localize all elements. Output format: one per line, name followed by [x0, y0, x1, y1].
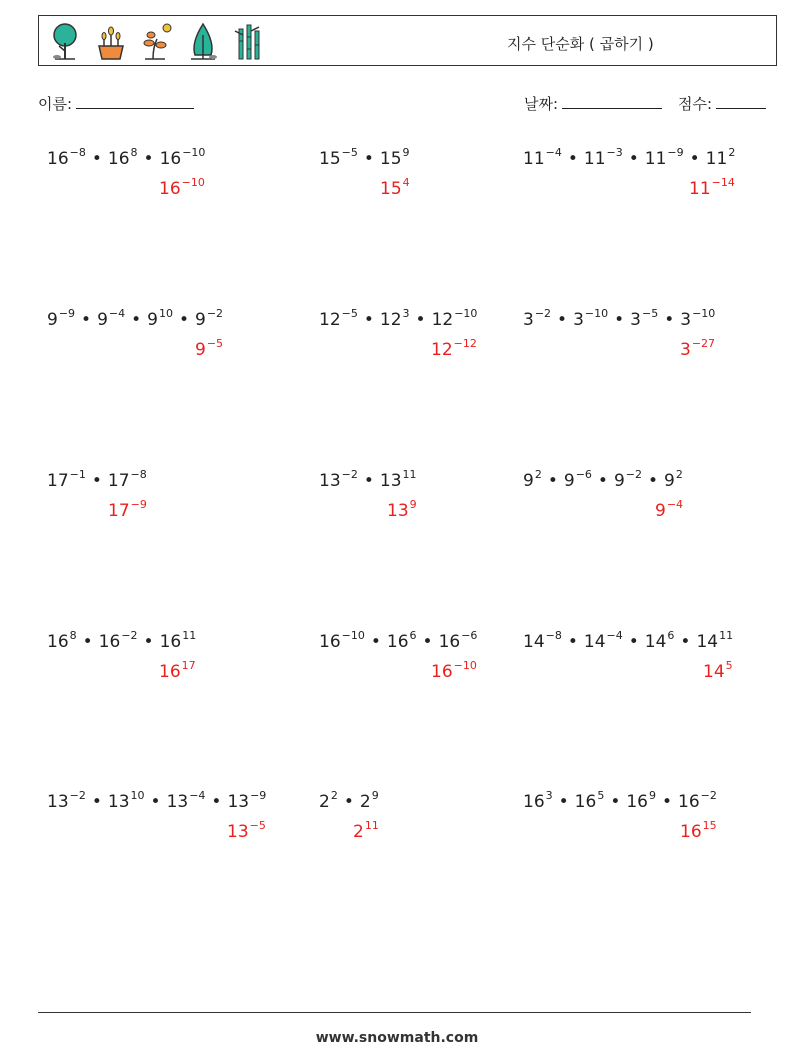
power-term: [159, 146, 206, 169]
exponent: 8: [130, 146, 138, 159]
multiply-dot: •: [363, 148, 374, 169]
power-term: [583, 146, 623, 169]
base: 16: [523, 791, 545, 812]
name-line[interactable]: [76, 93, 194, 109]
exponent: 5: [725, 659, 733, 672]
multiply-dot: •: [661, 791, 673, 812]
base: 16: [107, 148, 130, 169]
power-term: [379, 468, 417, 491]
exponent: 8: [69, 629, 77, 642]
answer-value: [108, 499, 147, 521]
exponent: 10: [130, 789, 145, 802]
multiply-dot: •: [363, 470, 374, 491]
exponent: −8: [545, 629, 562, 642]
date-field: [524, 93, 662, 114]
multiply-dot: •: [558, 791, 569, 812]
exponent: −10: [181, 176, 205, 189]
multiply-dot: •: [81, 309, 92, 330]
exponent: −3: [606, 146, 623, 159]
exponent: 9: [409, 498, 417, 511]
problem-expression: [319, 147, 410, 169]
base: 16: [438, 631, 461, 652]
exponent: −4: [545, 146, 562, 159]
date-label: 날짜:: [524, 95, 559, 113]
multiply-dot: •: [680, 631, 691, 652]
multiply-dot: •: [143, 148, 154, 169]
base: 16: [47, 631, 69, 652]
power-term: [47, 468, 86, 491]
power-term: [195, 307, 224, 330]
problem-expression: [47, 790, 266, 812]
power-term: [613, 468, 642, 491]
base: 14: [523, 631, 545, 652]
power-term: [626, 789, 656, 812]
exponent: 3: [545, 789, 553, 802]
problem-expression: [523, 790, 717, 812]
power-term: [107, 468, 147, 491]
power-term: [431, 659, 477, 682]
score-label: 점수:: [678, 95, 713, 113]
base: 12: [431, 339, 453, 360]
base: 14: [696, 631, 719, 652]
exponent: −2: [700, 789, 717, 802]
exponent: 2: [728, 146, 736, 159]
power-term: [380, 176, 410, 199]
exponent: −2: [121, 629, 138, 642]
power-term: [107, 146, 138, 169]
exponent: −5: [206, 337, 224, 350]
flower-sun-icon: [139, 21, 175, 61]
power-term: [678, 789, 717, 812]
exponent: −5: [341, 146, 358, 159]
answer-value: [195, 338, 223, 360]
exponent: 11: [402, 468, 417, 481]
base: 9: [613, 470, 625, 491]
power-term: [696, 629, 734, 652]
multiply-dot: •: [343, 791, 354, 812]
power-term: [644, 629, 675, 652]
exponent: −4: [606, 629, 623, 642]
power-term: [523, 468, 542, 491]
exponent: −5: [249, 819, 266, 832]
multiply-dot: •: [211, 791, 222, 812]
exponent: 11: [364, 819, 379, 832]
power-term: [574, 789, 605, 812]
tree-icon: [47, 21, 83, 61]
base: 9: [147, 309, 158, 330]
exponent: 5: [597, 789, 605, 802]
multiply-dot: •: [131, 309, 142, 330]
exponent: −10: [453, 659, 477, 672]
exponent: −2: [625, 468, 642, 481]
base: 13: [227, 791, 250, 812]
base: 16: [159, 631, 182, 652]
power-term: [47, 307, 76, 330]
exponent: 10: [158, 307, 173, 320]
multiply-dot: •: [547, 470, 558, 491]
base: 16: [626, 791, 648, 812]
exponent: 11: [719, 629, 734, 642]
multiply-dot: •: [370, 631, 381, 652]
base: 15: [380, 178, 402, 199]
base: 9: [195, 309, 206, 330]
power-term: [689, 176, 735, 199]
base: 9: [655, 500, 666, 521]
base: 11: [644, 148, 667, 169]
problem-expression: [523, 308, 715, 330]
exponent: 3: [402, 307, 410, 320]
base: 16: [678, 791, 700, 812]
base: 11: [689, 178, 711, 199]
power-term: [680, 307, 716, 330]
multiply-dot: •: [689, 148, 700, 169]
multiply-dot: •: [178, 309, 190, 330]
exponent: −14: [711, 176, 735, 189]
score-line[interactable]: [716, 93, 766, 109]
power-term: [159, 176, 205, 199]
answer-value: [227, 820, 266, 842]
power-term: [319, 789, 338, 812]
power-term: [47, 629, 77, 652]
base: 2: [359, 791, 371, 812]
power-term: [431, 337, 477, 360]
power-term: [523, 629, 562, 652]
base: 14: [703, 661, 725, 682]
multiply-dot: •: [415, 309, 426, 330]
power-term: [195, 337, 224, 360]
base: 11: [705, 148, 728, 169]
bamboo-icon: [231, 21, 267, 61]
power-term: [583, 629, 623, 652]
base: 2: [319, 791, 330, 812]
exponent: −10: [692, 307, 716, 320]
base: 12: [319, 309, 341, 330]
exponent: 17: [181, 659, 196, 672]
base: 11: [523, 148, 545, 169]
power-term: [47, 146, 86, 169]
base: 16: [431, 661, 453, 682]
multiply-dot: •: [664, 309, 675, 330]
multiply-dot: •: [422, 631, 433, 652]
exponent: −6: [575, 468, 592, 481]
power-term: [573, 307, 609, 330]
exponent: 9: [648, 789, 656, 802]
exponent: 4: [402, 176, 410, 189]
multiply-dot: •: [647, 470, 659, 491]
problem-expression: [523, 630, 733, 652]
power-term: [431, 307, 478, 330]
base: 12: [379, 309, 402, 330]
power-term: [159, 659, 196, 682]
power-term: [664, 468, 683, 491]
multiply-dot: •: [614, 309, 625, 330]
power-term: [159, 629, 197, 652]
pine-tree-icon: [185, 21, 221, 61]
multiply-dot: •: [567, 148, 578, 169]
multiply-dot: •: [143, 631, 154, 652]
power-term: [387, 498, 417, 521]
exponent: −2: [341, 468, 358, 481]
base: 2: [353, 821, 364, 842]
power-term: [47, 789, 86, 812]
base: 14: [583, 631, 606, 652]
power-term: [379, 307, 410, 330]
exponent: −4: [108, 307, 126, 320]
power-term: [147, 307, 173, 330]
multiply-dot: •: [628, 631, 639, 652]
exponent: −9: [667, 146, 684, 159]
exponent: −2: [206, 307, 224, 320]
exponent: −27: [691, 337, 716, 350]
base: 13: [107, 791, 130, 812]
base: 3: [573, 309, 584, 330]
multiply-dot: •: [557, 309, 568, 330]
base: 16: [159, 178, 181, 199]
power-term: [379, 146, 410, 169]
power-term: [319, 468, 358, 491]
power-term: [523, 307, 552, 330]
date-line[interactable]: [562, 93, 662, 109]
worksheet-header: [38, 15, 777, 66]
multiply-dot: •: [363, 309, 374, 330]
base: 13: [47, 791, 69, 812]
base: 15: [379, 148, 402, 169]
multiply-dot: •: [567, 631, 578, 652]
exponent: −6: [461, 629, 478, 642]
base: 12: [431, 309, 454, 330]
base: 3: [680, 339, 691, 360]
power-term: [705, 146, 736, 169]
base: 17: [107, 470, 130, 491]
base: 11: [583, 148, 606, 169]
power-term: [680, 337, 716, 360]
base: 16: [574, 791, 597, 812]
problem-expression: [47, 147, 205, 169]
base: 3: [630, 309, 641, 330]
exponent: 2: [534, 468, 542, 481]
answer-value: [703, 660, 733, 682]
power-term: [523, 789, 553, 812]
exponent: 9: [371, 789, 379, 802]
base: 9: [563, 470, 575, 491]
problem-expression: [523, 469, 683, 491]
power-term: [108, 498, 147, 521]
exponent: −2: [534, 307, 552, 320]
answer-value: [655, 499, 683, 521]
exponent: −5: [641, 307, 659, 320]
base: 16: [98, 631, 121, 652]
problem-expression: [47, 469, 147, 491]
power-term: [319, 146, 358, 169]
multiply-dot: •: [91, 791, 102, 812]
answer-value: [680, 338, 715, 360]
power-term: [107, 789, 145, 812]
exponent: 9: [402, 146, 410, 159]
power-term: [563, 468, 592, 491]
multiply-dot: •: [91, 470, 102, 491]
multiply-dot: •: [91, 148, 102, 169]
answer-value: [431, 660, 477, 682]
base: 13: [319, 470, 341, 491]
exponent: −10: [341, 629, 365, 642]
power-term: [319, 307, 358, 330]
power-term: [97, 307, 126, 330]
multiply-dot: •: [610, 791, 621, 812]
exponent: −10: [584, 307, 609, 320]
exponent: −2: [69, 789, 86, 802]
power-term: [680, 819, 717, 842]
exponent: −9: [58, 307, 76, 320]
power-term: [386, 629, 417, 652]
power-term: [703, 659, 733, 682]
problem-expression: [523, 147, 735, 169]
power-term: [227, 819, 266, 842]
exponent: −9: [130, 498, 147, 511]
problem-expression: [319, 469, 417, 491]
answer-value: [380, 177, 410, 199]
footer-url: www.snowmath.com: [315, 1030, 479, 1046]
base: 16: [47, 148, 69, 169]
answer-value: [680, 820, 717, 842]
multiply-dot: •: [150, 791, 161, 812]
power-term: [166, 789, 206, 812]
power-term: [319, 629, 365, 652]
multiply-dot: •: [597, 470, 608, 491]
exponent: −12: [453, 337, 477, 350]
answer-value: [387, 499, 417, 521]
power-term: [359, 789, 379, 812]
base: 9: [523, 470, 534, 491]
base: 9: [47, 309, 58, 330]
power-term: [644, 146, 684, 169]
footer-divider: [38, 1012, 751, 1013]
base: 17: [108, 500, 130, 521]
exponent: −4: [189, 789, 206, 802]
worksheet-title: 지수 단순화 ( 곱하기 ): [507, 35, 654, 53]
problem-expression: [47, 630, 196, 652]
problem-expression: [319, 790, 379, 812]
exponent: 2: [330, 789, 338, 802]
potted-plant-icon: [93, 21, 129, 61]
answer-value: [159, 660, 196, 682]
exponent: 11: [182, 629, 197, 642]
base: 9: [664, 470, 675, 491]
exponent: −5: [341, 307, 358, 320]
power-term: [523, 146, 562, 169]
answer-value: [431, 338, 477, 360]
power-term: [98, 629, 138, 652]
answer-value: [689, 177, 735, 199]
problem-expression: [319, 630, 477, 652]
base: 17: [47, 470, 69, 491]
base: 14: [644, 631, 667, 652]
problem-expression: [47, 308, 223, 330]
base: 15: [319, 148, 341, 169]
header-icons: [47, 21, 267, 61]
exponent: −8: [130, 468, 147, 481]
exponent: −4: [666, 498, 684, 511]
base: 13: [379, 470, 402, 491]
exponent: −1: [69, 468, 86, 481]
base: 3: [680, 309, 692, 330]
answer-value: [159, 177, 205, 199]
base: 3: [523, 309, 534, 330]
problem-expression: [319, 308, 477, 330]
base: 13: [387, 500, 409, 521]
name-field: [38, 93, 194, 114]
base: 13: [227, 821, 249, 842]
exponent: 6: [409, 629, 417, 642]
power-term: [655, 498, 684, 521]
answer-value: [353, 820, 379, 842]
multiply-dot: •: [82, 631, 93, 652]
multiply-dot: •: [628, 148, 639, 169]
power-term: [630, 307, 659, 330]
exponent: −10: [182, 146, 206, 159]
base: 9: [97, 309, 108, 330]
exponent: −10: [454, 307, 478, 320]
exponent: −9: [250, 789, 267, 802]
exponent: 15: [702, 819, 717, 832]
base: 16: [159, 661, 181, 682]
power-term: [353, 819, 379, 842]
power-term: [227, 789, 267, 812]
base: 13: [166, 791, 189, 812]
base: 16: [159, 148, 182, 169]
base: 16: [319, 631, 341, 652]
score-field: [678, 93, 766, 114]
base: 9: [195, 339, 206, 360]
exponent: 6: [667, 629, 675, 642]
name-label: 이름:: [38, 95, 73, 113]
base: 16: [680, 821, 702, 842]
base: 16: [386, 631, 409, 652]
exponent: 2: [675, 468, 683, 481]
power-term: [438, 629, 478, 652]
exponent: −8: [69, 146, 86, 159]
